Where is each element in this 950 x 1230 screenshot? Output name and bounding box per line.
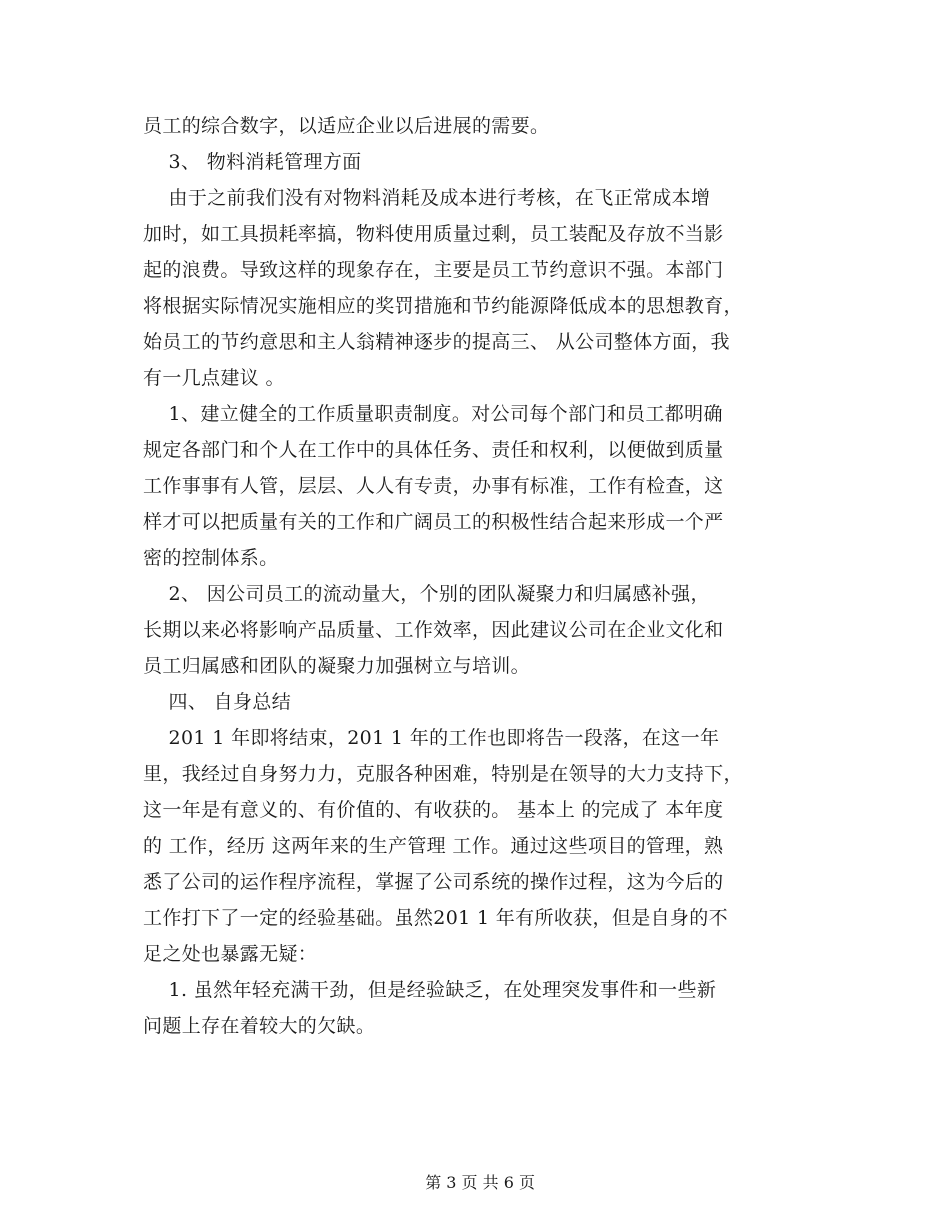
page-number-label: 第 3 页 共 6 页 — [425, 1173, 535, 1192]
text-line: 规定各部门和个人在工作中的具体任务、责任和权利，以便做到质量 — [143, 439, 724, 461]
text-line: 员工归属感和团队的凝聚力加强树立与培训。 — [143, 655, 531, 677]
text-line: 样才可以把质量有关的工作和广阔员工的积极性结合起来形成一个严 — [143, 511, 724, 533]
text-line: 里，我经过自身努力力，克服各种困难，特别是在领导的大力支持下， — [143, 763, 743, 785]
text-line: 问题上存在着较大的欠缺。 — [143, 1015, 376, 1037]
text-line: 悉了公司的运作程序流程，掌握了公司系统的操作过程，这为今后的 — [143, 871, 724, 893]
text-line: 有一几点建议 。 — [143, 367, 285, 389]
text-line: 的 工作，经历 这两年来的生产管理 工作。通过这些项目的管理，熟 — [143, 835, 724, 857]
text-line: 工作事事有人管，层层、人人有专责，办事有标准，工作有检查，这 — [143, 475, 724, 497]
text-line: 1. 虽然年轻充满干劲，但是经验缺乏，在处理突发事件和一些新 — [143, 979, 717, 1001]
text-line: 员工的综合数字，以适应企业以后进展的需要。 — [143, 115, 550, 137]
page-footer — [0, 1153, 950, 1193]
text-line: 将根据实际情况实施相应的奖罚措施和节约能源降低成本的思想教育， — [143, 295, 743, 317]
text-line: 工作打下了一定的经验基础。虽然201 1 年有所收获，但是自身的不 — [143, 907, 728, 929]
text-line: 201 1 年即将结束，201 1 年的工作也即将告一段落，在这一年 — [143, 727, 720, 749]
text-line: 2、 因公司员工的流动量大，个别的团队凝聚力和归属感补强， — [143, 583, 710, 605]
text-line: 密的控制体系。 — [143, 547, 279, 569]
text-line: 由于之前我们没有对物料消耗及成本进行考核，在飞正常成本增 — [143, 187, 711, 209]
text-line: 长期以来必将影响产品质量、工作效率，因此建议公司在企业文化和 — [143, 619, 724, 641]
section-heading: 四、 自身总结 — [143, 691, 292, 713]
document-body — [143, 108, 811, 1044]
text-line: 起的浪费。导致这样的现象存在，主要是员工节约意识不强。本部门 — [143, 259, 724, 281]
text-line: 1、建立健全的工作质量职责制度。对公司每个部门和员工都明确 — [143, 403, 723, 425]
text-line: 始员工的节约意思和主人翁精神逐步的提高三、 从公司整体方面，我 — [143, 331, 730, 353]
text-line: 加时，如工具损耗率搞，物料使用质量过剩，员工装配及存放不当影 — [143, 223, 724, 245]
section-heading: 3、 物料消耗管理方面 — [143, 151, 362, 173]
text-line: 足之处也暴露无疑： — [143, 943, 318, 965]
text-line: 这一年是有意义的、有价值的、有收获的。 基本上 的完成了 本年度 — [143, 799, 724, 821]
